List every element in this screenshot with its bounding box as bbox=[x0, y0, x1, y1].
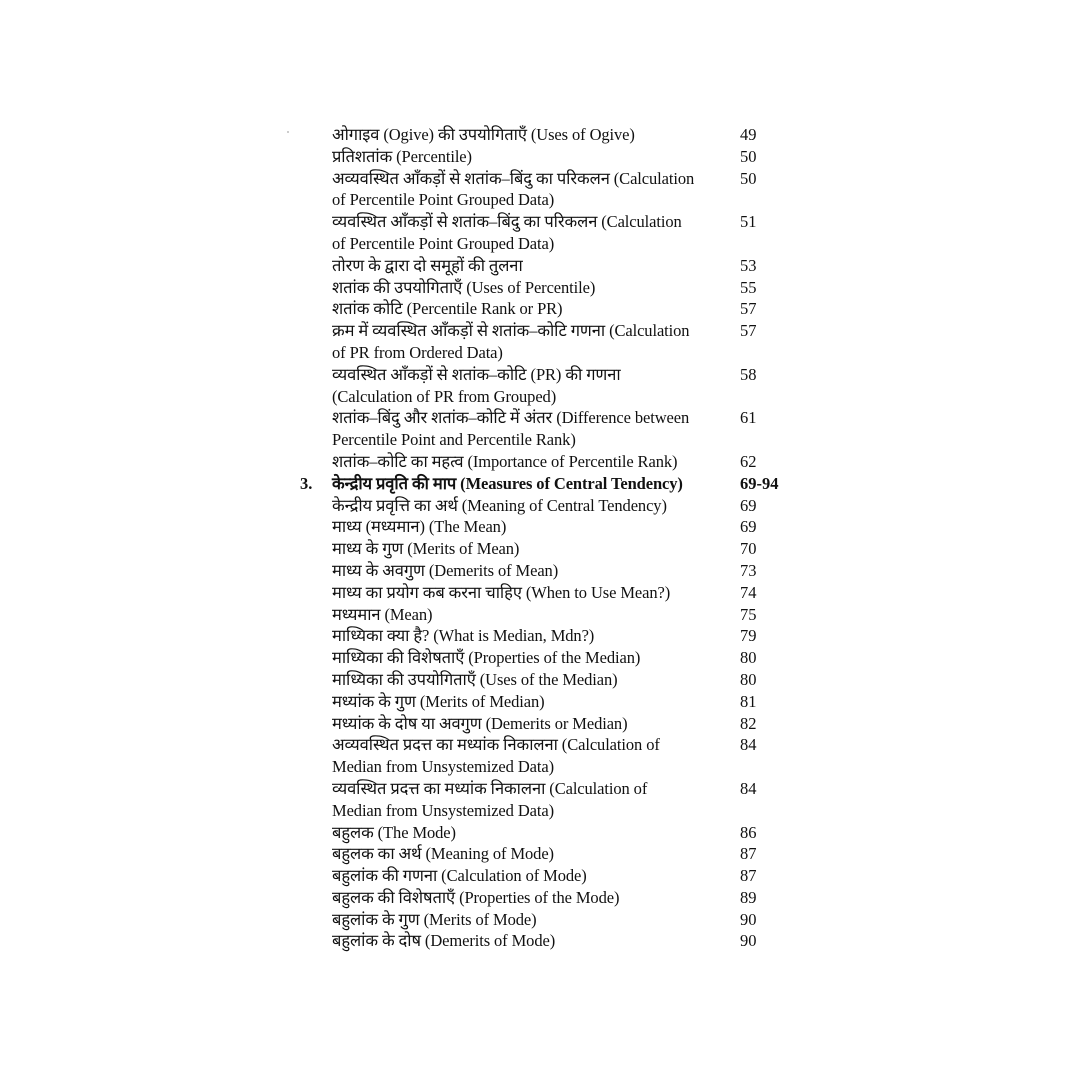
entry-title: मध्यांक के दोष या अवगुण (Demerits or Median) bbox=[332, 713, 628, 733]
entry-page-number: 55 bbox=[740, 277, 757, 297]
entry-title: अव्यवस्थित आँकड़ों से शतांक–बिंदु का परिकलन (Calculation of Percentile Point Grouped Data) bbox=[332, 168, 695, 210]
entry-page-number: 49 bbox=[740, 125, 757, 144]
entry-title: बहुलांक की गणना (Calculation of Mode) bbox=[332, 866, 587, 886]
entry-page-number: 89 bbox=[740, 887, 757, 907]
toc-entry bbox=[300, 909, 800, 931]
toc-entry bbox=[300, 560, 800, 582]
entry-page-number: 50 bbox=[740, 168, 757, 188]
entry-title: शतांक–बिंदु और शतांक–कोटि में अंतर (Difference between Percentile Point and Percentile Rank) bbox=[332, 408, 690, 450]
entry-page-number: 62 bbox=[740, 451, 757, 471]
entry-page-number: 70 bbox=[740, 539, 757, 559]
toc-entry bbox=[300, 451, 800, 473]
toc-entry bbox=[300, 887, 800, 909]
entry-page-number: 82 bbox=[740, 713, 757, 733]
toc-entry bbox=[300, 604, 800, 626]
entry-title: माध्यिका क्या है? (What is Median, Mdn?) bbox=[332, 626, 595, 646]
entry-page-number: 69 bbox=[740, 495, 757, 515]
table-of-contents bbox=[300, 124, 800, 952]
toc-entry bbox=[300, 713, 800, 735]
entry-title: केन्द्रीय प्रवृत्ति का अर्थ (Meaning of Central Tendency) bbox=[332, 495, 667, 515]
entry-page-number: 79 bbox=[740, 626, 757, 646]
toc-entry bbox=[300, 930, 800, 952]
toc-entry bbox=[300, 647, 800, 669]
toc-entry bbox=[300, 778, 800, 822]
entry-page-number: 84 bbox=[740, 735, 757, 755]
toc-entry bbox=[300, 211, 800, 255]
toc-entry bbox=[300, 538, 800, 560]
toc-entry bbox=[300, 298, 800, 320]
entry-page-number: 57 bbox=[740, 299, 757, 319]
toc-entry bbox=[300, 691, 800, 713]
entry-page-number: 87 bbox=[740, 844, 757, 864]
toc-entry bbox=[300, 865, 800, 887]
entry-title: माध्यिका की उपयोगिताएँ (Uses of the Median) bbox=[332, 669, 618, 689]
entry-title: ओगाइव (Ogive) की उपयोगिताएँ (Uses of Ogive) bbox=[332, 125, 635, 144]
entry-page-number: 75 bbox=[740, 604, 757, 624]
toc-chapter-entry bbox=[300, 473, 800, 495]
toc-entry bbox=[300, 146, 800, 168]
toc-entry bbox=[300, 364, 800, 408]
entry-title: माध्य के अवगुण (Demerits of Mean) bbox=[332, 560, 559, 580]
entry-title: बहुलांक के गुण (Merits of Mode) bbox=[332, 909, 537, 929]
toc-entry bbox=[300, 168, 800, 212]
entry-title: व्यवस्थित आँकड़ों से शतांक–कोटि (PR) की गणना (Calculation of PR from Grouped) bbox=[332, 364, 621, 406]
entry-title: शतांक की उपयोगिताएँ (Uses of Percentile) bbox=[332, 277, 596, 297]
entry-title: व्यवस्थित प्रदत्त का मध्यांक निकालना (Calculation of Median from Unsystemized Data) bbox=[332, 778, 648, 820]
entry-page-number: 69 bbox=[740, 517, 757, 537]
entry-title: मध्यांक के गुण (Merits of Median) bbox=[332, 691, 545, 711]
entry-title: बहुलक का अर्थ (Meaning of Mode) bbox=[332, 844, 554, 864]
entry-title: माध्य के गुण (Merits of Mean) bbox=[332, 539, 520, 559]
entry-page-number: 80 bbox=[740, 669, 757, 689]
entry-page-number: 81 bbox=[740, 691, 757, 711]
entry-title: मध्यमान (Mean) bbox=[332, 604, 433, 624]
entry-page-number: 50 bbox=[740, 146, 757, 166]
entry-title: बहुलांक के दोष (Demerits of Mode) bbox=[332, 931, 556, 951]
toc-entry bbox=[300, 669, 800, 691]
entry-page-number: 58 bbox=[740, 364, 757, 384]
toc-entry bbox=[300, 625, 800, 647]
toc-entry bbox=[300, 516, 800, 538]
entry-page-number: 51 bbox=[740, 212, 757, 232]
entry-page-number: 57 bbox=[740, 321, 757, 341]
entry-title: बहुलक (The Mode) bbox=[332, 822, 456, 842]
entry-title: माध्यिका की विशेषताएँ (Properties of the Median) bbox=[332, 648, 641, 668]
entry-title: तोरण के द्वारा दो समूहों की तुलना bbox=[332, 255, 523, 275]
toc-entry bbox=[300, 255, 800, 277]
entry-title: माध्य का प्रयोग कब करना चाहिए (When to Use Mean?) bbox=[332, 582, 671, 602]
entry-title: शतांक कोटि (Percentile Rank or PR) bbox=[332, 299, 563, 319]
toc-entry bbox=[300, 495, 800, 517]
entry-page-number: 74 bbox=[740, 582, 757, 602]
entry-number: 3. bbox=[300, 473, 313, 493]
entry-title: माध्य (मध्यमान) (The Mean) bbox=[332, 517, 507, 537]
entry-page-number: 61 bbox=[740, 408, 757, 428]
entry-title: क्रम में व्यवस्थित आँकड़ों से शतांक–कोटि गणना (Calculation of PR from Ordered Data) bbox=[332, 321, 690, 362]
toc-entry bbox=[300, 124, 800, 146]
entry-page-number: 90 bbox=[740, 909, 757, 929]
toc-entry bbox=[300, 582, 800, 604]
entry-page-number: 90 bbox=[740, 931, 757, 951]
entry-page-number: 53 bbox=[740, 255, 757, 275]
entry-page-number: 84 bbox=[740, 778, 757, 798]
entry-title: केन्द्रीय प्रवृति की माप (Measures of Central Tendency) bbox=[332, 473, 683, 493]
scan-speck bbox=[287, 131, 289, 133]
entry-page-number: 86 bbox=[740, 822, 757, 842]
entry-title: प्रतिशतांक (Percentile) bbox=[332, 146, 472, 166]
entry-title: बहुलक की विशेषताएँ (Properties of the Mode) bbox=[332, 887, 620, 907]
toc-entry bbox=[300, 320, 800, 364]
entry-page-number: 69-94 bbox=[740, 473, 779, 493]
entry-title: व्यवस्थित आँकड़ों से शतांक–बिंदु का परिकलन (Calculation of Percentile Point Grouped Data) bbox=[332, 212, 682, 253]
entry-page-number: 80 bbox=[740, 648, 757, 668]
entry-title: अव्यवस्थित प्रदत्त का मध्यांक निकालना (Calculation of Median from Unsystemized Data) bbox=[332, 735, 660, 777]
entry-page-number: 73 bbox=[740, 560, 757, 580]
entry-title: शतांक–कोटि का महत्व (Importance of Percentile Rank) bbox=[332, 451, 678, 471]
toc-entry bbox=[300, 822, 800, 844]
toc-entry bbox=[300, 407, 800, 451]
entry-page-number: 87 bbox=[740, 866, 757, 886]
toc-entry bbox=[300, 843, 800, 865]
toc-entry bbox=[300, 277, 800, 299]
toc-entry bbox=[300, 734, 800, 778]
